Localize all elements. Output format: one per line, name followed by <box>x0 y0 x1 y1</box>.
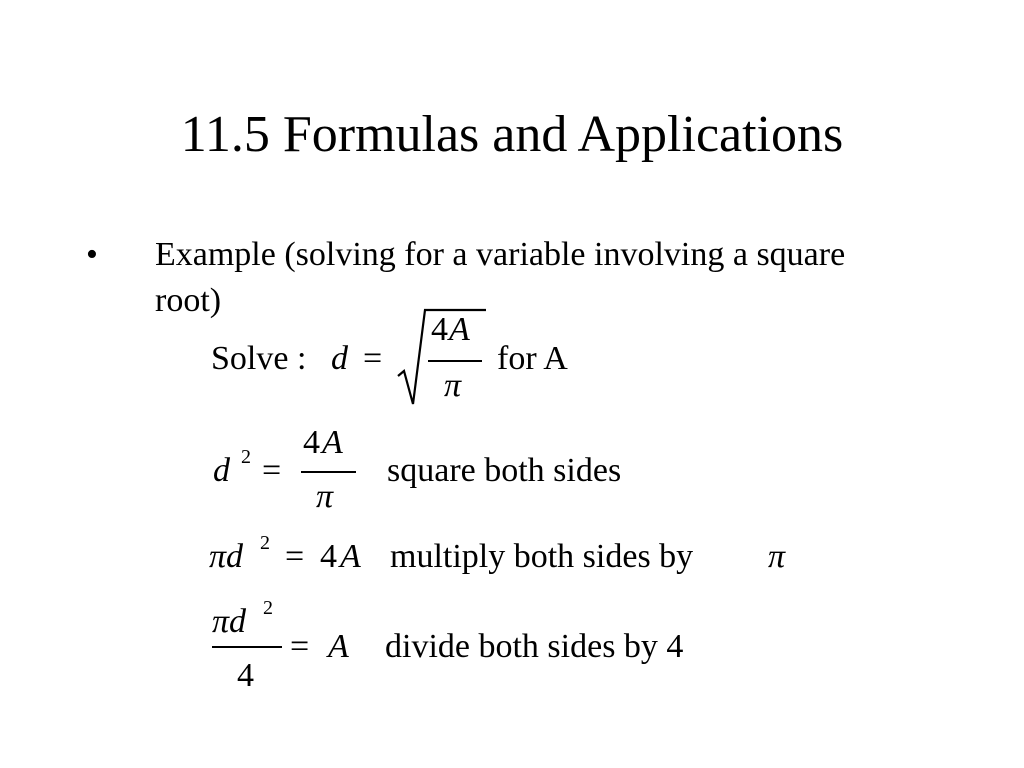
solve-label: Solve : <box>211 340 307 377</box>
step3-denominator: 4 <box>237 657 254 694</box>
problem-suffix: for A <box>497 340 568 377</box>
step1-note: square both sides <box>387 452 622 489</box>
step1-exponent: 2 <box>241 446 251 468</box>
bullet-text: Example (solving for a variable involving a square root) <box>155 236 846 319</box>
problem-denominator: π <box>444 367 462 404</box>
step2-note: multiply both sides by <box>390 538 694 575</box>
step2-exponent: 2 <box>260 532 270 554</box>
step2-rhs-var: A <box>340 538 361 575</box>
problem-numerator-coef: 4 <box>431 311 448 348</box>
step1-equals: = <box>262 452 282 489</box>
slide-title: 11.5 Formulas and Applications <box>180 106 844 163</box>
step3-equals: = <box>290 628 310 665</box>
problem-lhs: d <box>331 340 348 377</box>
pi-symbol: π <box>768 538 786 575</box>
problem-equals: = <box>363 340 383 377</box>
problem-numerator-var: A <box>449 311 470 348</box>
step1-fraction-bar <box>301 471 356 473</box>
step1-numerator-coef: 4 <box>303 424 320 461</box>
step2-equals: = <box>285 538 305 575</box>
bullet-point: • <box>86 236 98 273</box>
step3-exponent: 2 <box>263 597 273 619</box>
step3-note: divide both sides by 4 <box>385 628 684 665</box>
step2-rhs-coef: 4 <box>320 538 337 575</box>
step1-lhs-var: d <box>213 452 230 489</box>
step2-lhs: πd <box>209 538 244 575</box>
problem-fraction-bar <box>428 360 482 362</box>
step3-numerator: πd <box>212 603 247 640</box>
step1-denominator: π <box>316 478 334 515</box>
step3-rhs: A <box>328 628 349 665</box>
step1-numerator-var: A <box>322 424 343 461</box>
step3-fraction-bar <box>212 646 282 648</box>
